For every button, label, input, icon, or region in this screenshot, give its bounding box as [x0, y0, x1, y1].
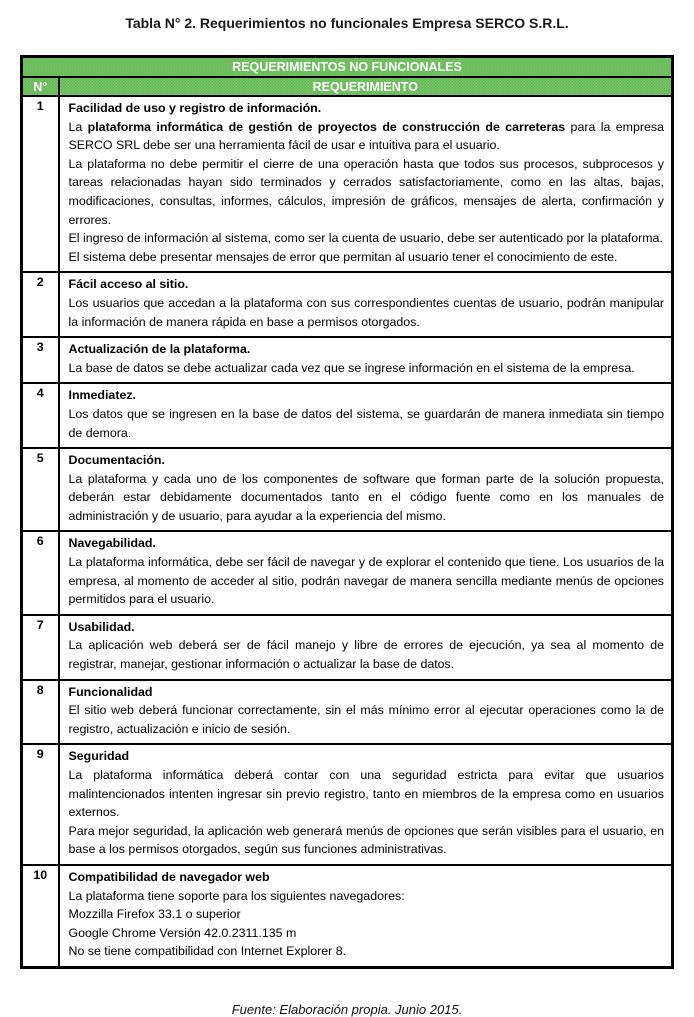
table-row — [22, 337, 673, 383]
column-header-num: N° — [22, 77, 59, 96]
table-row — [22, 383, 673, 448]
table-row — [22, 744, 673, 865]
requirement-title: Fácil acceso al sitio. — [68, 277, 189, 292]
requirement-title: Funcionalidad — [68, 684, 153, 699]
row-number-cell: 10 — [22, 865, 59, 967]
requirement-cell — [59, 680, 673, 745]
requirement-cell — [59, 272, 673, 337]
table-caption: Tabla N° 2. Requerimientos no funcionales Empresa SERCO S.R.L. — [125, 15, 569, 31]
requirement-paragraph: La plataforma y cada uno de los componentes de software que forman parte de la solución propuesta, deberán estar debidamente documentados tanto en el código fuente como en los manuales de administración y de usuario, para ayudar a la experiencia del mismo. — [68, 471, 664, 523]
requirements-table — [20, 55, 674, 969]
table-row — [22, 96, 673, 272]
requirement-paragraph: La plataforma informática deberá contar con una seguridad estricta para evitar que usuarios malintencionados intenten ingresar sin previo registro, tanto en miembros de la empresa como en usuarios externos. — [68, 768, 664, 820]
requirement-paragraph: La plataforma informática, debe ser fácil de navegar y de explorar el contenido que tiene. Los usuarios de la empresa, al momento de acceder al sitio, podrán navegar de manera sencilla mediante menús de opciones permitidos para el usuario. — [68, 555, 664, 607]
row-number-cell: 8 — [22, 680, 59, 745]
table-row — [22, 680, 673, 745]
row-number-cell: 1 — [22, 96, 59, 272]
requirement-cell — [59, 865, 673, 967]
requirement-title: Navegabilidad. — [68, 536, 156, 551]
row-number-cell: 5 — [22, 448, 59, 531]
requirement-paragraph: El sistema debe presentar mensajes de error que permitan al usuario tener el conocimiento de este. — [68, 249, 618, 264]
requirement-paragraph: No se tiene compatibilidad con Internet Explorer 8. — [68, 944, 347, 959]
table-row — [22, 865, 673, 967]
row-number-cell: 3 — [22, 337, 59, 383]
table-row — [22, 531, 673, 614]
requirement-title: Inmediatez. — [68, 388, 136, 403]
requirement-cell — [59, 448, 673, 531]
requirement-cell — [59, 744, 673, 865]
row-number-cell: 7 — [22, 615, 59, 680]
requirement-paragraph: Google Chrome Versión 42.0.2311.135 m — [68, 925, 297, 940]
requirement-paragraph: Los usuarios que accedan a la plataforma con sus correspondientes cuentas de usuario, podrán manipular la información de manera rápida en base a permisos otorgados. — [68, 295, 664, 329]
requirement-paragraph: Los datos que se ingresen en la base de datos del sistema, se guardarán de manera inmediata sin tiempo de demora. — [68, 406, 664, 440]
requirement-paragraph: El ingreso de información al sistema, como ser la cuenta de usuario, debe ser autenticado por la plataforma. — [68, 231, 663, 246]
table-row — [22, 615, 673, 680]
requirement-cell — [59, 337, 673, 383]
row-number-cell: 9 — [22, 744, 59, 865]
requirement-cell — [59, 96, 673, 272]
table-column-header-row — [22, 77, 673, 96]
requirement-title: Seguridad — [68, 749, 130, 764]
column-header-requirement: REQUERIMIENTO — [59, 77, 673, 96]
requirement-paragraph: La aplicación web deberá ser de fácil manejo y libre de errores de ejecución, ya sea al momento de registrar, manejar, gestionar información o actualizar la base de datos. — [68, 638, 664, 672]
requirement-paragraph: Para mejor seguridad, la aplicación web generará menús de opciones que serán visibles para el usuario, en base a los permisos otorgados, según sus funciones administrativas. — [68, 823, 664, 857]
source-note: Fuente: Elaboración propia. Junio 2015. — [231, 1001, 463, 1017]
requirement-paragraph: Mozzilla Firefox 33.1 o superior — [68, 907, 241, 922]
requirement-paragraph: El sitio web deberá funcionar correctamente, sin el más mínimo error al ejecutar operaciones como la de registro, actualización e inicio de sesión. — [68, 703, 664, 736]
requirement-cell — [59, 531, 673, 614]
requirement-paragraph: La base de datos se debe actualizar cada vez que se ingrese información en el sistema de la empresa. — [68, 360, 635, 375]
requirement-title: Actualización de la plataforma. — [68, 342, 251, 357]
requirement-paragraph: La plataforma tiene soporte para los siguientes navegadores: — [68, 888, 405, 903]
requirement-cell — [59, 383, 673, 448]
requirement-title: Documentación. — [68, 453, 165, 468]
requirement-paragraph: La plataforma informática de gestión de proyectos de construcción de carreteras para la empresa SERCO SRL debe ser una herramienta fácil de usar e intuitiva para el usuario. — [68, 119, 664, 153]
requirement-cell — [59, 615, 673, 680]
requirement-title: Usabilidad. — [68, 619, 135, 634]
row-number-cell: 6 — [22, 531, 59, 614]
table-main-header: REQUERIMIENTOS NO FUNCIONALES — [22, 57, 673, 78]
requirement-title: Compatibilidad de navegador web — [68, 869, 270, 884]
row-number-cell: 4 — [22, 383, 59, 448]
requirement-paragraph: La plataforma no debe permitir el cierre de una operación hasta que todos sus procesos, subprocesos y tareas relacionadas hayan sido terminados y cerrados satisfactoriamente, como en las altas, bajas, modificaciones, consultas, informes, cálculos, impresión de gráficos, mensajes de alerta, confirmación y errores. — [68, 156, 664, 227]
table-row — [22, 448, 673, 531]
row-number-cell: 2 — [22, 272, 59, 337]
table-main-header-row — [22, 57, 673, 78]
table-row — [22, 272, 673, 337]
requirement-title: Facilidad de uso y registro de información. — [68, 101, 322, 115]
